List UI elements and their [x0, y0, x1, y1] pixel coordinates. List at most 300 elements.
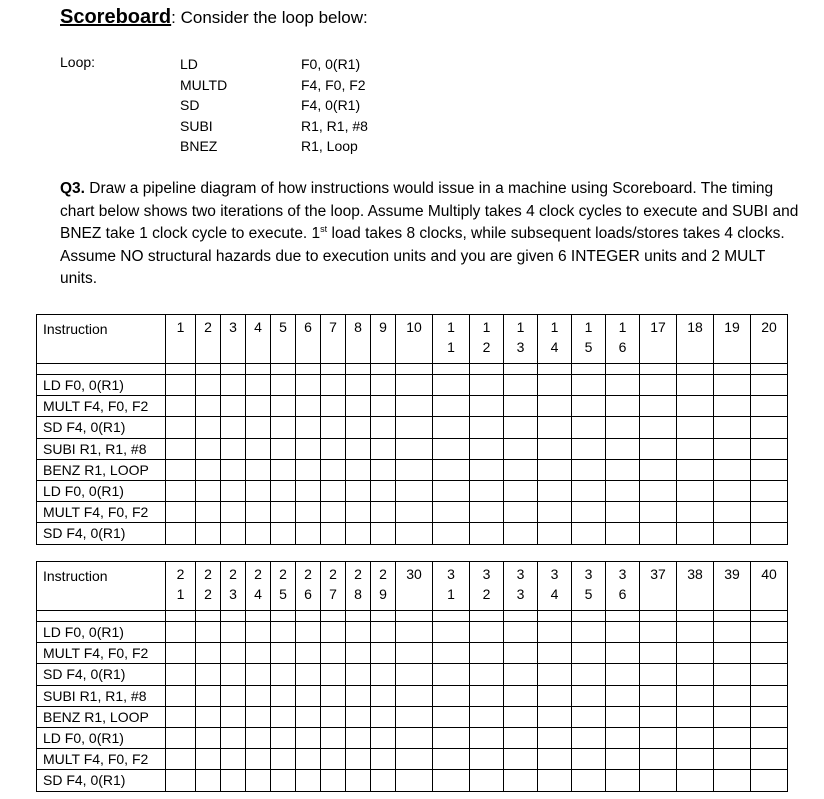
timing-cell[interactable] — [371, 643, 396, 664]
timing-cell[interactable] — [166, 523, 196, 544]
timing-cell[interactable] — [396, 438, 433, 459]
timing-cell[interactable] — [396, 459, 433, 480]
timing-cell[interactable] — [504, 770, 538, 791]
timing-cell[interactable] — [572, 664, 606, 685]
timing-cell[interactable] — [504, 523, 538, 544]
timing-cell[interactable] — [538, 706, 572, 727]
timing-cell[interactable] — [433, 706, 470, 727]
timing-cell[interactable] — [196, 749, 221, 770]
timing-cell[interactable] — [196, 502, 221, 523]
timing-cell[interactable] — [470, 502, 504, 523]
timing-cell[interactable] — [606, 459, 640, 480]
timing-cell[interactable] — [538, 396, 572, 417]
timing-cell[interactable] — [246, 685, 271, 706]
timing-cell[interactable] — [751, 770, 788, 791]
timing-cell[interactable] — [433, 480, 470, 501]
timing-cell[interactable] — [640, 685, 677, 706]
timing-cell[interactable] — [751, 643, 788, 664]
timing-cell[interactable] — [371, 664, 396, 685]
timing-cell[interactable] — [538, 375, 572, 396]
timing-cell[interactable] — [296, 643, 321, 664]
timing-cell[interactable] — [166, 438, 196, 459]
timing-cell[interactable] — [538, 438, 572, 459]
timing-cell[interactable] — [606, 664, 640, 685]
timing-cell[interactable] — [714, 622, 751, 643]
timing-cell[interactable] — [433, 438, 470, 459]
timing-cell[interactable] — [677, 480, 714, 501]
timing-cell[interactable] — [346, 749, 371, 770]
timing-cell[interactable] — [433, 375, 470, 396]
timing-cell[interactable] — [677, 622, 714, 643]
timing-cell[interactable] — [221, 664, 246, 685]
timing-cell[interactable] — [221, 480, 246, 501]
timing-cell[interactable] — [321, 438, 346, 459]
timing-cell[interactable] — [572, 375, 606, 396]
timing-cell[interactable] — [396, 480, 433, 501]
timing-cell[interactable] — [246, 643, 271, 664]
timing-cell[interactable] — [196, 706, 221, 727]
timing-cell[interactable] — [296, 727, 321, 748]
timing-cell[interactable] — [538, 480, 572, 501]
timing-cell[interactable] — [714, 523, 751, 544]
timing-cell[interactable] — [271, 706, 296, 727]
timing-cell[interactable] — [371, 375, 396, 396]
timing-cell[interactable] — [714, 480, 751, 501]
timing-cell[interactable] — [246, 523, 271, 544]
timing-cell[interactable] — [196, 622, 221, 643]
timing-cell[interactable] — [470, 706, 504, 727]
timing-cell[interactable] — [572, 417, 606, 438]
timing-cell[interactable] — [470, 685, 504, 706]
timing-cell[interactable] — [751, 664, 788, 685]
timing-cell[interactable] — [606, 502, 640, 523]
timing-cell[interactable] — [640, 480, 677, 501]
timing-cell[interactable] — [271, 502, 296, 523]
timing-cell[interactable] — [640, 622, 677, 643]
timing-cell[interactable] — [221, 685, 246, 706]
timing-cell[interactable] — [470, 523, 504, 544]
timing-cell[interactable] — [606, 438, 640, 459]
timing-cell[interactable] — [433, 770, 470, 791]
timing-cell[interactable] — [572, 685, 606, 706]
timing-cell[interactable] — [433, 727, 470, 748]
timing-cell[interactable] — [751, 459, 788, 480]
timing-cell[interactable] — [751, 480, 788, 501]
timing-cell[interactable] — [714, 749, 751, 770]
timing-cell[interactable] — [470, 770, 504, 791]
timing-cell[interactable] — [538, 749, 572, 770]
timing-cell[interactable] — [606, 770, 640, 791]
timing-cell[interactable] — [396, 643, 433, 664]
timing-cell[interactable] — [321, 706, 346, 727]
timing-cell[interactable] — [433, 643, 470, 664]
timing-cell[interactable] — [677, 375, 714, 396]
timing-cell[interactable] — [321, 502, 346, 523]
timing-cell[interactable] — [196, 375, 221, 396]
timing-cell[interactable] — [296, 622, 321, 643]
timing-cell[interactable] — [433, 459, 470, 480]
timing-cell[interactable] — [470, 749, 504, 770]
timing-cell[interactable] — [271, 770, 296, 791]
timing-cell[interactable] — [321, 375, 346, 396]
timing-cell[interactable] — [640, 523, 677, 544]
timing-cell[interactable] — [504, 396, 538, 417]
timing-cell[interactable] — [677, 727, 714, 748]
timing-cell[interactable] — [640, 396, 677, 417]
timing-cell[interactable] — [504, 622, 538, 643]
timing-cell[interactable] — [271, 396, 296, 417]
timing-cell[interactable] — [321, 417, 346, 438]
timing-cell[interactable] — [751, 523, 788, 544]
timing-cell[interactable] — [271, 438, 296, 459]
timing-cell[interactable] — [166, 770, 196, 791]
timing-cell[interactable] — [640, 643, 677, 664]
timing-cell[interactable] — [396, 502, 433, 523]
timing-cell[interactable] — [396, 706, 433, 727]
timing-cell[interactable] — [677, 749, 714, 770]
timing-cell[interactable] — [221, 770, 246, 791]
timing-cell[interactable] — [221, 523, 246, 544]
timing-cell[interactable] — [606, 706, 640, 727]
timing-cell[interactable] — [346, 706, 371, 727]
timing-cell[interactable] — [538, 770, 572, 791]
timing-cell[interactable] — [714, 770, 751, 791]
timing-cell[interactable] — [221, 727, 246, 748]
timing-cell[interactable] — [246, 664, 271, 685]
timing-cell[interactable] — [196, 396, 221, 417]
timing-cell[interactable] — [296, 502, 321, 523]
timing-cell[interactable] — [470, 396, 504, 417]
timing-cell[interactable] — [538, 523, 572, 544]
timing-cell[interactable] — [470, 727, 504, 748]
timing-cell[interactable] — [371, 749, 396, 770]
timing-cell[interactable] — [396, 417, 433, 438]
timing-cell[interactable] — [714, 685, 751, 706]
timing-cell[interactable] — [271, 749, 296, 770]
timing-cell[interactable] — [504, 727, 538, 748]
timing-cell[interactable] — [271, 685, 296, 706]
timing-cell[interactable] — [296, 664, 321, 685]
timing-cell[interactable] — [346, 664, 371, 685]
timing-cell[interactable] — [606, 622, 640, 643]
timing-cell[interactable] — [221, 643, 246, 664]
timing-cell[interactable] — [346, 727, 371, 748]
timing-cell[interactable] — [538, 459, 572, 480]
timing-cell[interactable] — [296, 706, 321, 727]
timing-cell[interactable] — [714, 438, 751, 459]
timing-cell[interactable] — [321, 480, 346, 501]
timing-cell[interactable] — [433, 502, 470, 523]
timing-cell[interactable] — [346, 770, 371, 791]
timing-cell[interactable] — [677, 685, 714, 706]
timing-cell[interactable] — [640, 417, 677, 438]
timing-cell[interactable] — [504, 706, 538, 727]
timing-cell[interactable] — [677, 459, 714, 480]
timing-cell[interactable] — [751, 396, 788, 417]
timing-cell[interactable] — [246, 749, 271, 770]
timing-cell[interactable] — [606, 643, 640, 664]
timing-cell[interactable] — [433, 417, 470, 438]
timing-cell[interactable] — [538, 502, 572, 523]
timing-cell[interactable] — [751, 749, 788, 770]
timing-cell[interactable] — [470, 664, 504, 685]
timing-cell[interactable] — [321, 749, 346, 770]
timing-cell[interactable] — [271, 459, 296, 480]
timing-cell[interactable] — [714, 727, 751, 748]
timing-cell[interactable] — [296, 523, 321, 544]
timing-cell[interactable] — [470, 622, 504, 643]
timing-cell[interactable] — [166, 749, 196, 770]
timing-cell[interactable] — [196, 438, 221, 459]
timing-cell[interactable] — [371, 770, 396, 791]
timing-cell[interactable] — [572, 396, 606, 417]
timing-cell[interactable] — [246, 770, 271, 791]
timing-cell[interactable] — [371, 438, 396, 459]
timing-cell[interactable] — [677, 417, 714, 438]
timing-cell[interactable] — [538, 417, 572, 438]
timing-cell[interactable] — [346, 396, 371, 417]
timing-cell[interactable] — [196, 643, 221, 664]
timing-cell[interactable] — [221, 622, 246, 643]
timing-cell[interactable] — [296, 770, 321, 791]
timing-cell[interactable] — [640, 502, 677, 523]
timing-cell[interactable] — [751, 502, 788, 523]
timing-cell[interactable] — [396, 685, 433, 706]
timing-cell[interactable] — [504, 664, 538, 685]
timing-cell[interactable] — [504, 685, 538, 706]
timing-cell[interactable] — [346, 685, 371, 706]
timing-cell[interactable] — [321, 396, 346, 417]
timing-cell[interactable] — [572, 770, 606, 791]
timing-cell[interactable] — [572, 502, 606, 523]
timing-cell[interactable] — [271, 523, 296, 544]
timing-cell[interactable] — [296, 459, 321, 480]
timing-cell[interactable] — [640, 438, 677, 459]
timing-cell[interactable] — [346, 523, 371, 544]
timing-cell[interactable] — [166, 375, 196, 396]
timing-cell[interactable] — [246, 706, 271, 727]
timing-cell[interactable] — [246, 727, 271, 748]
timing-cell[interactable] — [371, 523, 396, 544]
timing-cell[interactable] — [321, 685, 346, 706]
timing-cell[interactable] — [504, 502, 538, 523]
timing-cell[interactable] — [296, 417, 321, 438]
timing-cell[interactable] — [346, 480, 371, 501]
timing-cell[interactable] — [396, 770, 433, 791]
timing-cell[interactable] — [677, 523, 714, 544]
timing-cell[interactable] — [196, 523, 221, 544]
timing-cell[interactable] — [640, 706, 677, 727]
timing-cell[interactable] — [371, 502, 396, 523]
timing-cell[interactable] — [371, 622, 396, 643]
timing-cell[interactable] — [504, 375, 538, 396]
timing-cell[interactable] — [640, 727, 677, 748]
timing-cell[interactable] — [371, 417, 396, 438]
timing-cell[interactable] — [640, 375, 677, 396]
timing-cell[interactable] — [714, 643, 751, 664]
timing-cell[interactable] — [751, 417, 788, 438]
timing-cell[interactable] — [470, 375, 504, 396]
timing-cell[interactable] — [714, 375, 751, 396]
timing-cell[interactable] — [433, 523, 470, 544]
timing-cell[interactable] — [538, 643, 572, 664]
timing-cell[interactable] — [433, 685, 470, 706]
timing-cell[interactable] — [606, 685, 640, 706]
timing-cell[interactable] — [246, 502, 271, 523]
timing-cell[interactable] — [166, 643, 196, 664]
timing-cell[interactable] — [677, 502, 714, 523]
timing-cell[interactable] — [606, 417, 640, 438]
timing-cell[interactable] — [677, 438, 714, 459]
timing-cell[interactable] — [321, 523, 346, 544]
timing-cell[interactable] — [296, 749, 321, 770]
timing-cell[interactable] — [396, 375, 433, 396]
timing-cell[interactable] — [606, 375, 640, 396]
timing-cell[interactable] — [606, 727, 640, 748]
timing-cell[interactable] — [246, 480, 271, 501]
timing-cell[interactable] — [677, 664, 714, 685]
timing-cell[interactable] — [606, 396, 640, 417]
timing-cell[interactable] — [640, 749, 677, 770]
timing-cell[interactable] — [221, 459, 246, 480]
timing-cell[interactable] — [751, 727, 788, 748]
timing-cell[interactable] — [538, 685, 572, 706]
timing-cell[interactable] — [271, 622, 296, 643]
timing-cell[interactable] — [246, 396, 271, 417]
timing-cell[interactable] — [504, 480, 538, 501]
timing-cell[interactable] — [246, 622, 271, 643]
timing-cell[interactable] — [396, 749, 433, 770]
timing-cell[interactable] — [572, 643, 606, 664]
timing-cell[interactable] — [572, 727, 606, 748]
timing-cell[interactable] — [433, 664, 470, 685]
timing-cell[interactable] — [246, 375, 271, 396]
timing-cell[interactable] — [196, 664, 221, 685]
timing-cell[interactable] — [246, 417, 271, 438]
timing-cell[interactable] — [296, 685, 321, 706]
timing-cell[interactable] — [346, 502, 371, 523]
timing-cell[interactable] — [396, 523, 433, 544]
timing-cell[interactable] — [346, 622, 371, 643]
timing-cell[interactable] — [166, 685, 196, 706]
timing-cell[interactable] — [433, 396, 470, 417]
timing-cell[interactable] — [166, 480, 196, 501]
timing-cell[interactable] — [221, 438, 246, 459]
timing-cell[interactable] — [271, 375, 296, 396]
timing-cell[interactable] — [504, 438, 538, 459]
timing-cell[interactable] — [714, 664, 751, 685]
timing-cell[interactable] — [346, 643, 371, 664]
timing-cell[interactable] — [677, 770, 714, 791]
timing-cell[interactable] — [221, 396, 246, 417]
timing-cell[interactable] — [504, 749, 538, 770]
timing-cell[interactable] — [371, 459, 396, 480]
timing-cell[interactable] — [221, 417, 246, 438]
timing-cell[interactable] — [751, 438, 788, 459]
timing-cell[interactable] — [321, 664, 346, 685]
timing-cell[interactable] — [470, 417, 504, 438]
timing-cell[interactable] — [470, 643, 504, 664]
timing-cell[interactable] — [470, 459, 504, 480]
timing-cell[interactable] — [296, 396, 321, 417]
timing-cell[interactable] — [606, 523, 640, 544]
timing-cell[interactable] — [166, 502, 196, 523]
timing-cell[interactable] — [221, 706, 246, 727]
timing-cell[interactable] — [296, 438, 321, 459]
timing-cell[interactable] — [714, 417, 751, 438]
timing-cell[interactable] — [196, 770, 221, 791]
timing-cell[interactable] — [572, 706, 606, 727]
timing-cell[interactable] — [751, 685, 788, 706]
timing-cell[interactable] — [271, 480, 296, 501]
timing-cell[interactable] — [196, 727, 221, 748]
timing-cell[interactable] — [371, 480, 396, 501]
timing-cell[interactable] — [221, 502, 246, 523]
timing-cell[interactable] — [504, 459, 538, 480]
timing-cell[interactable] — [606, 749, 640, 770]
timing-cell[interactable] — [166, 417, 196, 438]
timing-cell[interactable] — [470, 480, 504, 501]
timing-cell[interactable] — [714, 502, 751, 523]
timing-cell[interactable] — [572, 459, 606, 480]
timing-cell[interactable] — [346, 459, 371, 480]
timing-cell[interactable] — [538, 622, 572, 643]
timing-cell[interactable] — [572, 749, 606, 770]
timing-cell[interactable] — [751, 375, 788, 396]
timing-cell[interactable] — [470, 438, 504, 459]
timing-cell[interactable] — [677, 396, 714, 417]
timing-cell[interactable] — [572, 480, 606, 501]
timing-cell[interactable] — [296, 375, 321, 396]
timing-cell[interactable] — [572, 523, 606, 544]
timing-cell[interactable] — [321, 727, 346, 748]
timing-cell[interactable] — [640, 664, 677, 685]
timing-cell[interactable] — [166, 396, 196, 417]
timing-cell[interactable] — [166, 664, 196, 685]
timing-cell[interactable] — [677, 643, 714, 664]
timing-cell[interactable] — [346, 438, 371, 459]
timing-cell[interactable] — [714, 396, 751, 417]
timing-cell[interactable] — [166, 727, 196, 748]
timing-cell[interactable] — [246, 438, 271, 459]
timing-cell[interactable] — [196, 417, 221, 438]
timing-cell[interactable] — [572, 438, 606, 459]
timing-cell[interactable] — [166, 459, 196, 480]
timing-cell[interactable] — [371, 396, 396, 417]
timing-cell[interactable] — [751, 622, 788, 643]
timing-cell[interactable] — [538, 664, 572, 685]
timing-cell[interactable] — [196, 685, 221, 706]
timing-cell[interactable] — [321, 643, 346, 664]
timing-cell[interactable] — [271, 727, 296, 748]
timing-cell[interactable] — [396, 727, 433, 748]
timing-cell[interactable] — [677, 706, 714, 727]
timing-cell[interactable] — [346, 417, 371, 438]
timing-cell[interactable] — [196, 480, 221, 501]
timing-cell[interactable] — [433, 622, 470, 643]
timing-cell[interactable] — [640, 770, 677, 791]
timing-cell[interactable] — [751, 706, 788, 727]
timing-cell[interactable] — [371, 727, 396, 748]
timing-cell[interactable] — [504, 643, 538, 664]
timing-cell[interactable] — [396, 664, 433, 685]
timing-cell[interactable] — [321, 459, 346, 480]
timing-cell[interactable] — [433, 749, 470, 770]
timing-cell[interactable] — [296, 480, 321, 501]
timing-cell[interactable] — [221, 375, 246, 396]
timing-cell[interactable] — [538, 727, 572, 748]
timing-cell[interactable] — [271, 417, 296, 438]
